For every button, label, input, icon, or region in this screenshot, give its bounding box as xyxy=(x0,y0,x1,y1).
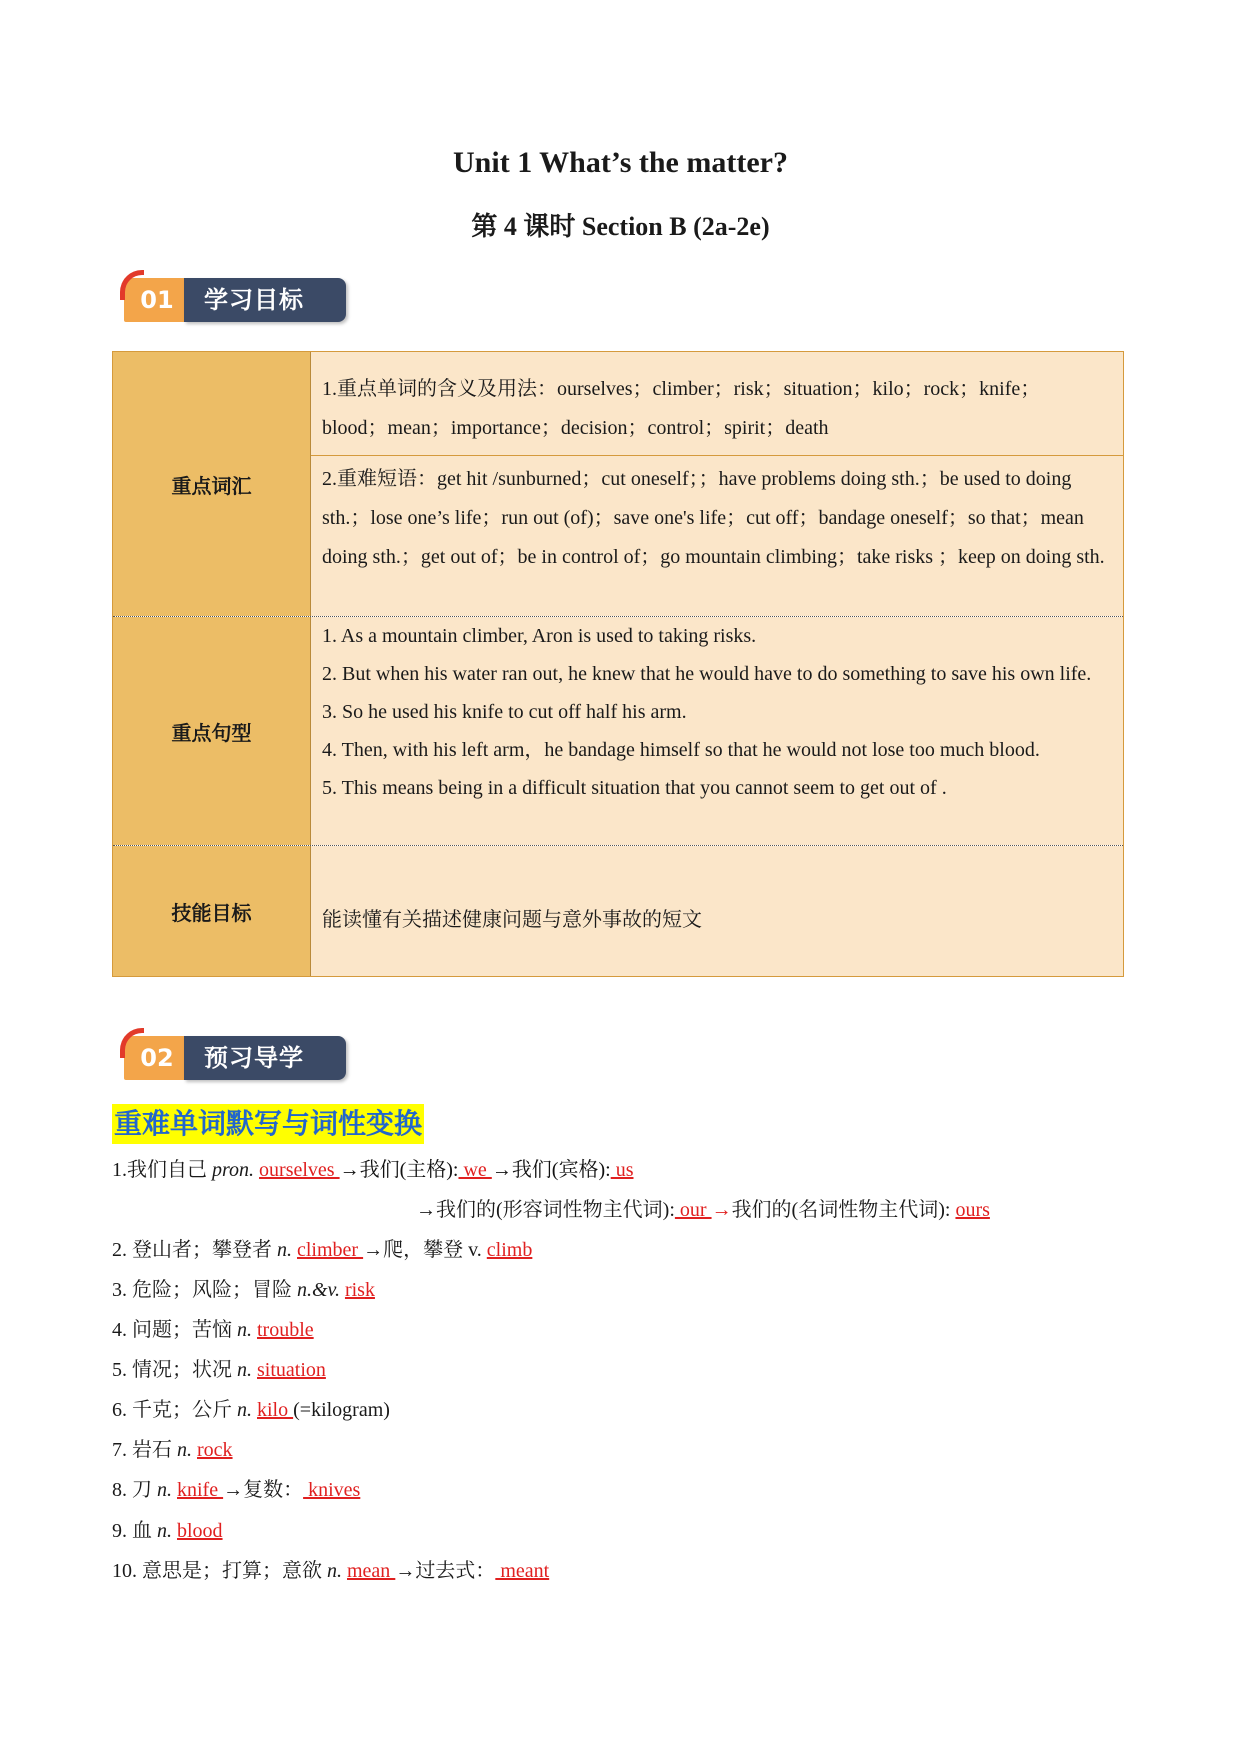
sentence-item: 3. So he used his knife to cut off half his arm. xyxy=(322,701,687,723)
section-banner-preview xyxy=(120,1028,350,1084)
sentence-item: 1. As a mountain climber, Aron is used to taking risks. xyxy=(322,625,757,647)
list-item: 3. 危险；风险；冒险 n.&v. risk xyxy=(112,1279,375,1301)
list-item: 1.我们自己 pron. ourselves →我们(主格): we →我们(宾格): us xyxy=(112,1159,634,1181)
answer-blank: knife xyxy=(177,1479,224,1501)
row-skill-goal xyxy=(113,846,1123,976)
answer-blank: we xyxy=(458,1159,492,1181)
banner-number: 02 xyxy=(140,1044,174,1072)
answer-blank: blood xyxy=(177,1520,223,1542)
objectives-table xyxy=(112,351,1124,977)
row-head-vocabulary: 重点词汇 xyxy=(113,352,311,616)
key-phrases-text: 2.重难短语：get hit /sunburned；cut oneself；；have problems doing sth.；be used to doing sth.；lose one’s life；run out (of)；save one's life；cut off；bandage oneself；so that；mean doing sth.；get out of；be in control of；go mountain climbing；take risks ；keep on doing sth. xyxy=(322,468,1105,568)
answer-blank: our xyxy=(674,1199,712,1221)
row-body-skill xyxy=(311,846,1123,976)
lesson-subtitle: 第 4 课时 Section B (2a-2e) xyxy=(471,212,770,241)
answer-blank: us xyxy=(610,1159,634,1181)
row-body-sentences xyxy=(311,617,1123,845)
preview-heading: 重难单词默写与词性变换 xyxy=(112,1104,424,1144)
list-item: 7. 岩石 n. rock xyxy=(112,1439,233,1461)
list-item: 8. 刀 n. knife →复数： knives xyxy=(112,1479,361,1501)
answer-blank: rock xyxy=(197,1439,233,1461)
answer-blank: kilo xyxy=(257,1399,294,1421)
answer-blank: risk xyxy=(344,1279,375,1301)
banner-number: 01 xyxy=(140,286,174,314)
answer-blank: ours xyxy=(955,1199,990,1221)
sentence-item: 4. Then, with his left arm，he bandage himself so that he would not lose too much blood. xyxy=(322,739,1040,761)
skill-goal-text: 能读懂有关描述健康问题与意外事故的短文 xyxy=(322,908,702,931)
answer-blank: meant xyxy=(495,1560,550,1582)
sentence-item: 2. But when his water ran out, he knew that he would have to do something to save his own life. xyxy=(322,663,1092,685)
list-item: →我们的(形容词性物主代词): our →我们的(名词性物主代词): ours xyxy=(416,1199,990,1221)
page-title: Unit 1 What’s the matter? xyxy=(453,146,788,179)
row-key-vocabulary xyxy=(113,352,1123,617)
answer-blank: trouble xyxy=(257,1319,314,1341)
list-item: 5. 情况；状况 n. situation xyxy=(112,1359,326,1381)
banner-label: 学习目标 xyxy=(204,286,304,314)
answer-blank: situation xyxy=(257,1359,326,1381)
list-item: 9. 血 n. blood xyxy=(112,1520,223,1542)
banner-label: 预习导学 xyxy=(204,1044,304,1072)
row-head-sentences: 重点句型 xyxy=(113,617,311,845)
row-body-vocabulary xyxy=(311,352,1123,616)
list-item: 10. 意思是；打算；意欲 n. mean →过去式： meant xyxy=(112,1560,550,1582)
list-item: 4. 问题；苦恼 n. trouble xyxy=(112,1319,314,1341)
answer-blank: knives xyxy=(303,1479,361,1501)
answer-blank: climber xyxy=(297,1239,364,1261)
row-key-sentences xyxy=(113,617,1123,846)
sentence-item: 5. This means being in a difficult situation that you cannot seem to get out of . xyxy=(322,777,947,799)
list-item: 6. 千克；公斤 n. kilo (=kilogram) xyxy=(112,1399,390,1421)
answer-blank: ourselves xyxy=(259,1159,340,1181)
answer-blank: climb xyxy=(486,1239,533,1261)
key-words-text: 1.重点单词的含义及用法：ourselves；climber；risk；situation；kilo；rock；knife；blood；mean；importance；decision；control；spirit；death xyxy=(311,352,1123,456)
row-head-skill: 技能目标 xyxy=(113,846,311,976)
list-item: 2. 登山者；攀登者 n. climber →爬，攀登 v. climb xyxy=(112,1239,533,1261)
section-banner-objectives xyxy=(120,270,350,326)
answer-blank: mean xyxy=(347,1560,396,1582)
